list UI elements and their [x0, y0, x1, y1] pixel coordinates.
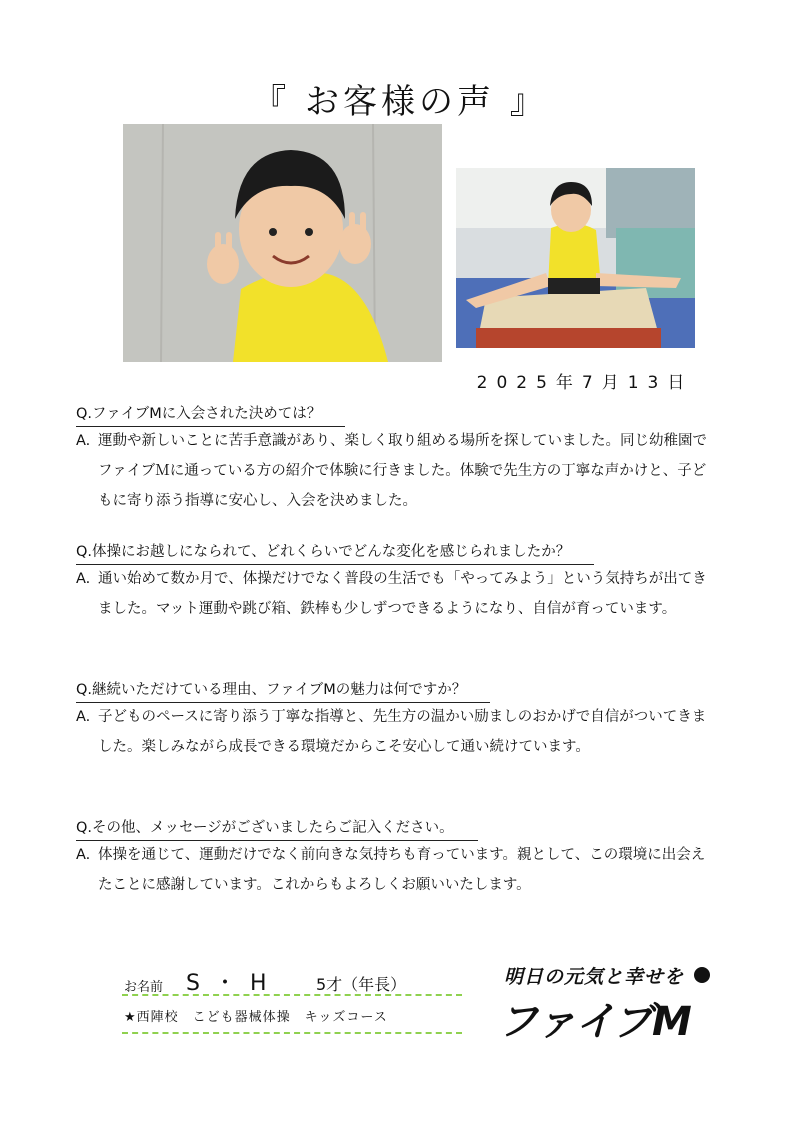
child-on-vaulting-box-photo — [456, 168, 695, 348]
answer-1 — [76, 426, 716, 516]
answer-prefix: A. — [76, 571, 91, 587]
school-underline — [122, 1032, 462, 1034]
logo-dot — [694, 967, 710, 983]
answer-text: 子どものペースに寄り添う丁寧な指導と、先生方の温かい励ましのおかげで自信がついてきました。楽しみながら成長できる環境だからこそ安心して通い続けています。 — [98, 709, 707, 755]
customer-name: S・H — [186, 971, 281, 996]
answer-prefix: A. — [76, 709, 91, 725]
customer-age: 5才（年長） — [316, 975, 407, 994]
name-underline — [122, 994, 462, 996]
child-portrait-photo — [123, 124, 442, 362]
question-2: Q.体操にお越しになられて、どれくらいでどんな変化を感じられましたか？ — [76, 540, 594, 565]
answer-prefix: A. — [76, 433, 91, 449]
answer-text: 体操を通じて、運動だけでなく前向きな気持ちも育っています。親として、この環境に出会えたことに感謝しています。これからもよろしくお願いいたします。 — [98, 847, 706, 893]
brand-logo: ファイブM — [498, 999, 691, 1045]
answer-prefix: A. — [76, 847, 91, 863]
answer-2 — [76, 564, 716, 624]
school-course: ★西陣校 こども器械体操 キッズコース — [124, 1010, 388, 1025]
question-1: Q.ファイブMに入会された決めては？ — [76, 402, 345, 427]
answer-text: 運動や新しいことに苦手意識があり、楽しく取り組める場所を探していました。同じ幼稚園でファイブＭに通っている方の紹介で体験に行きました。体験で先生方の丁寧な声かけと、子どもに寄り添う指導に安心し、入会を決めました。 — [98, 433, 707, 509]
answer-3 — [76, 702, 716, 762]
name-label: お名前 — [124, 980, 164, 995]
page-title: 『 お客様の声 』 — [252, 82, 548, 122]
slogan: 明日の元気と幸せを — [504, 966, 685, 988]
date: 2025年7月13日 — [476, 373, 694, 393]
answer-4 — [76, 840, 716, 900]
question-3: Q.継続いただけている理由、ファイブMの魅力は何ですか？ — [76, 678, 490, 703]
answer-text: 通い始めて数か月で、体操だけでなく普段の生活でも「やってみよう」という気持ちが出てきました。マット運動や跳び箱、鉄棒も少しずつできるようになり、自信が育っています。 — [98, 571, 707, 617]
question-4: Q.その他、メッセージがございましたらご記入ください。 — [76, 816, 478, 841]
